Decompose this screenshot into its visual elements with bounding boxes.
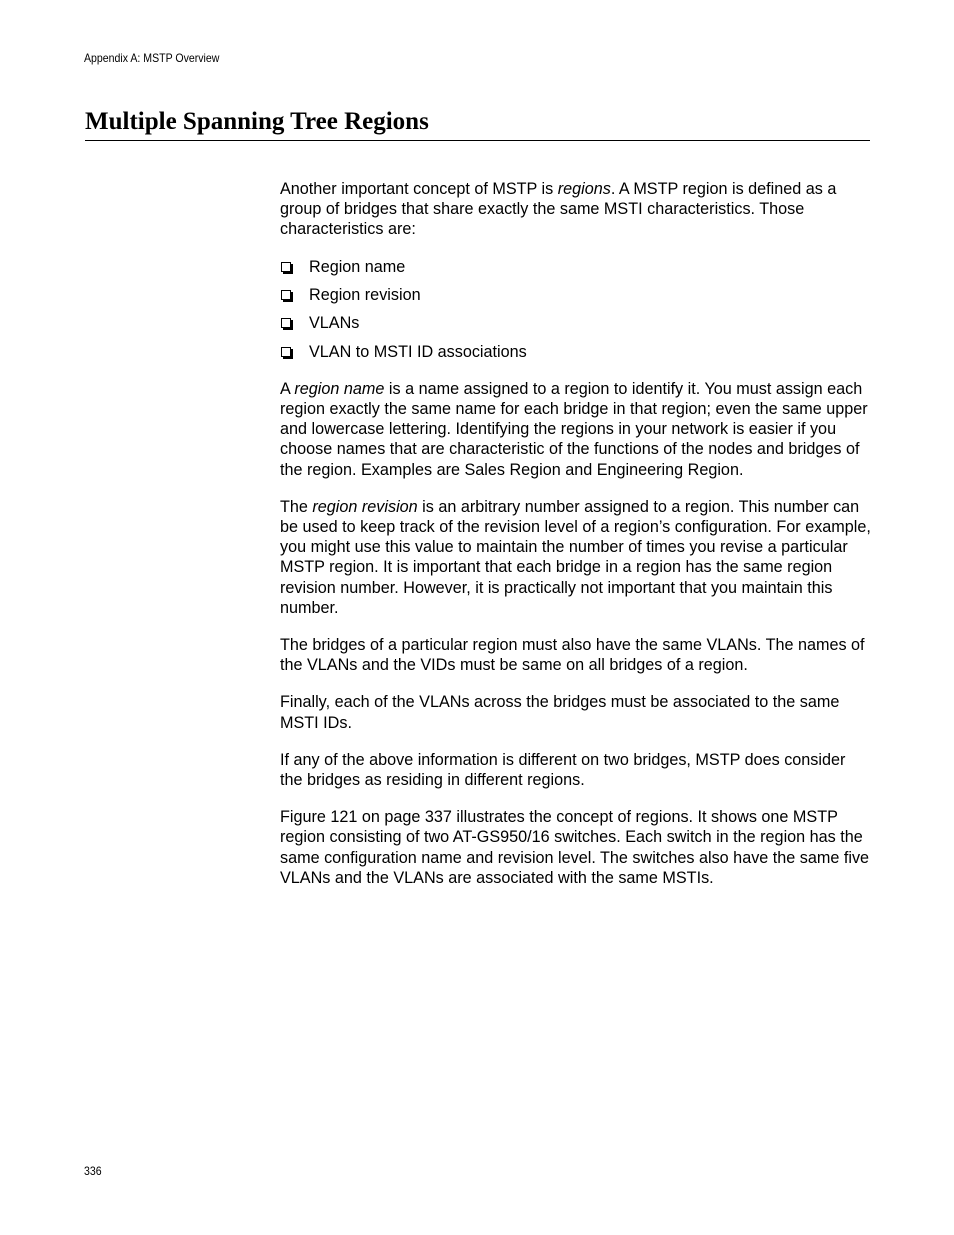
box-bullet-icon	[281, 262, 291, 272]
region-revision-term: region revision	[312, 497, 418, 516]
msti-paragraph: Finally, each of the VLANs across the bridges must be associated to the same MSTI IDs.	[280, 693, 840, 732]
list-item-label: VLANs	[309, 314, 360, 333]
region-revision-before: The	[280, 497, 313, 516]
box-bullet-icon	[281, 290, 291, 300]
section-title: Multiple Spanning Tree Regions	[85, 108, 429, 135]
list-item	[280, 313, 872, 341]
list-item-label: Region name	[309, 257, 406, 276]
body-content	[280, 179, 872, 905]
intro-term: regions	[557, 180, 611, 198]
figure-reference-paragraph: Figure 121 on page 337 illustrates the concept of regions. It shows one MSTP region consisting of two AT-GS950/16 switches. Each switch in the region has the same configuration name and revision level. The switches also have the same five VLANs and the VLANs are associated with the same MSTIs.	[280, 808, 870, 887]
running-header: Appendix A: MSTP Overview	[84, 51, 220, 65]
characteristics-list	[280, 257, 872, 362]
region-revision-paragraph	[280, 497, 872, 618]
box-bullet-icon	[281, 318, 291, 328]
list-item-label: VLAN to MSTI ID associations	[309, 342, 527, 361]
page-number: 336	[84, 1164, 102, 1178]
intro-text-after: . A MSTP region is defined as a group of bridges that share exactly the same MSTI characteristics. Those characteristics are:	[280, 180, 837, 239]
list-item	[280, 285, 872, 313]
different-regions-paragraph: If any of the above information is different on two bridges, MSTP does consider the bridges as residing in different regions.	[280, 750, 846, 789]
box-bullet-icon	[281, 347, 291, 357]
list-item	[280, 257, 872, 285]
region-name-before: A	[280, 379, 295, 398]
intro-text-before: Another important concept of MSTP is	[280, 180, 558, 198]
list-item-label: Region revision	[309, 285, 421, 304]
region-name-after: is a name assigned to a region to identify it. You must assign each region exactly the same name for each bridge in that region; even the same upper and lowercase lettering. Identifying the regions in your network is easier if you choose names that are characteristic of the functions of the nodes and bridges of the region. Examples are Sales Region and Engineering Region.	[280, 379, 868, 479]
intro-paragraph	[280, 179, 872, 240]
vlans-paragraph: The bridges of a particular region must also have the same VLANs. The names of the VLANs and the VIDs must be same on all bridges of a region.	[280, 635, 865, 675]
region-revision-after: is an arbitrary number assigned to a region. This number can be used to keep track of the revision level of a region’s configuration. For example, you might use this value to maintain the number of times you revise a particular MSTP region. It is important that each bridge in a region has the same region revision number. However, it is practically not important that you maintain this number.	[280, 497, 871, 617]
region-name-paragraph	[280, 379, 872, 480]
region-name-term: region name	[294, 379, 385, 398]
list-item	[280, 342, 872, 362]
title-rule	[85, 140, 870, 141]
